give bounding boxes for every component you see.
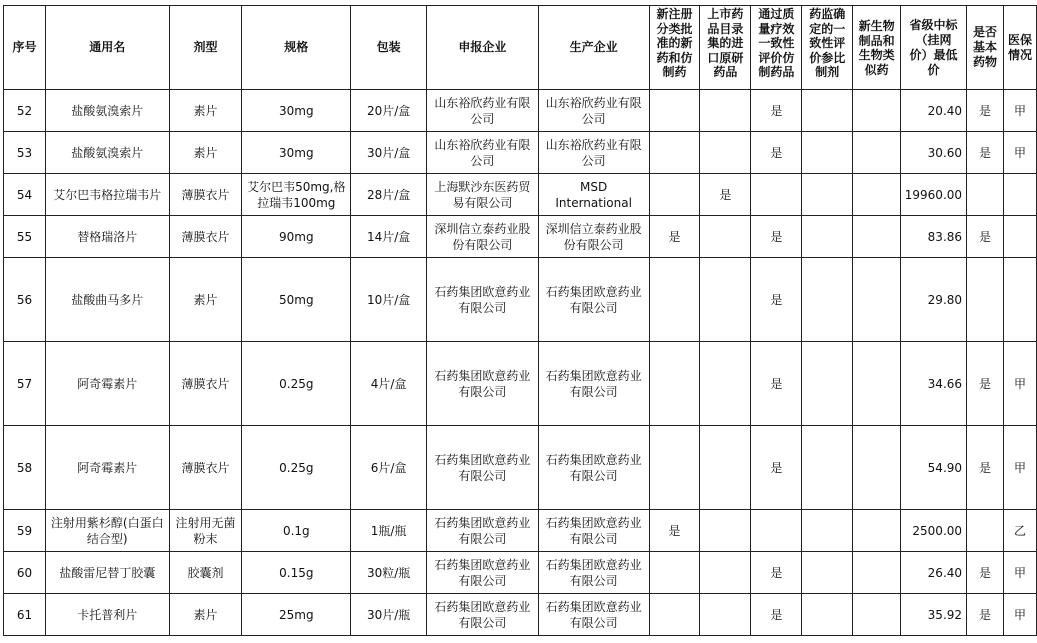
table-row (4, 510, 1037, 552)
consistency-flag: 是 (751, 216, 802, 258)
basic-drug-flag (967, 510, 1004, 552)
header-cell: 剂型 (169, 6, 242, 90)
biologic-flag (853, 594, 901, 636)
generic-name: 阿奇霉素片 (45, 426, 169, 510)
manufacturer: 山东裕欣药业有限公司 (538, 90, 649, 132)
reference-flag (802, 510, 853, 552)
reference-flag (802, 174, 853, 216)
generic-name: 卡托普利片 (45, 594, 169, 636)
consistency-flag: 是 (751, 132, 802, 174)
row-number: 59 (4, 510, 46, 552)
row-number: 57 (4, 342, 46, 426)
lowest-price: 20.40 (901, 90, 967, 132)
generic-name: 盐酸雷尼替丁胶囊 (45, 552, 169, 594)
applicant-company: 山东裕欣药业有限公司 (427, 132, 539, 174)
reference-flag (802, 216, 853, 258)
header-cell: 通过质量疗效一致性评价仿制药品 (751, 6, 802, 90)
table-row (4, 216, 1037, 258)
basic-drug-flag: 是 (967, 216, 1004, 258)
specification: 艾尔巴韦50mg,格拉瑞韦100mg (242, 174, 351, 216)
manufacturer: MSD International (538, 174, 649, 216)
header-cell: 包装 (351, 6, 427, 90)
new-drug-flag (649, 258, 700, 342)
specification: 30mg (242, 90, 351, 132)
basic-drug-flag: 是 (967, 90, 1004, 132)
header-cell: 省级中标（挂网价）最低价 (901, 6, 967, 90)
manufacturer: 石药集团欧意药业有限公司 (538, 258, 649, 342)
import-original-flag (700, 216, 751, 258)
table-row (4, 258, 1037, 342)
specification: 0.25g (242, 342, 351, 426)
applicant-company: 石药集团欧意药业有限公司 (427, 342, 539, 426)
header-cell: 新生物制品和生物类似药 (853, 6, 901, 90)
manufacturer: 石药集团欧意药业有限公司 (538, 552, 649, 594)
lowest-price: 54.90 (901, 426, 967, 510)
insurance-class: 甲 (1003, 426, 1036, 510)
reference-flag (802, 342, 853, 426)
generic-name: 替格瑞洛片 (45, 216, 169, 258)
reference-flag (802, 132, 853, 174)
insurance-class: 甲 (1003, 342, 1036, 426)
dosage-form: 注射用无菌粉末 (169, 510, 242, 552)
biologic-flag (853, 90, 901, 132)
table-row (4, 132, 1037, 174)
applicant-company: 石药集团欧意药业有限公司 (427, 594, 539, 636)
basic-drug-flag (967, 258, 1004, 342)
manufacturer: 石药集团欧意药业有限公司 (538, 342, 649, 426)
biologic-flag (853, 342, 901, 426)
new-drug-flag (649, 132, 700, 174)
lowest-price: 30.60 (901, 132, 967, 174)
applicant-company: 石药集团欧意药业有限公司 (427, 552, 539, 594)
new-drug-flag (649, 90, 700, 132)
insurance-class (1003, 258, 1036, 342)
new-drug-flag (649, 426, 700, 510)
consistency-flag: 是 (751, 342, 802, 426)
insurance-class (1003, 174, 1036, 216)
lowest-price: 29.80 (901, 258, 967, 342)
packaging: 20片/盒 (351, 90, 427, 132)
biologic-flag (853, 552, 901, 594)
reference-flag (802, 426, 853, 510)
header-cell: 上市药品目录集的进口原研药品 (700, 6, 751, 90)
insurance-class: 乙 (1003, 510, 1036, 552)
row-number: 53 (4, 132, 46, 174)
manufacturer: 石药集团欧意药业有限公司 (538, 594, 649, 636)
basic-drug-flag: 是 (967, 426, 1004, 510)
table-row (4, 90, 1037, 132)
row-number: 60 (4, 552, 46, 594)
new-drug-flag (649, 342, 700, 426)
header-cell: 生产企业 (538, 6, 649, 90)
import-original-flag (700, 552, 751, 594)
table-row (4, 594, 1037, 636)
specification: 0.25g (242, 426, 351, 510)
basic-drug-flag (967, 174, 1004, 216)
manufacturer: 深圳信立泰药业股份有限公司 (538, 216, 649, 258)
insurance-class: 甲 (1003, 90, 1036, 132)
header-row (4, 6, 1037, 90)
packaging: 10片/盒 (351, 258, 427, 342)
header-cell: 医保情况 (1003, 6, 1036, 90)
header-cell: 申报企业 (427, 6, 539, 90)
specification: 0.1g (242, 510, 351, 552)
lowest-price: 34.66 (901, 342, 967, 426)
biologic-flag (853, 132, 901, 174)
new-drug-flag (649, 594, 700, 636)
basic-drug-flag: 是 (967, 342, 1004, 426)
dosage-form: 薄膜衣片 (169, 342, 242, 426)
dosage-form: 胶囊剂 (169, 552, 242, 594)
import-original-flag (700, 90, 751, 132)
consistency-flag (751, 510, 802, 552)
biologic-flag (853, 174, 901, 216)
applicant-company: 石药集团欧意药业有限公司 (427, 258, 539, 342)
table-row (4, 426, 1037, 510)
basic-drug-flag: 是 (967, 552, 1004, 594)
dosage-form: 素片 (169, 258, 242, 342)
packaging: 30片/瓶 (351, 594, 427, 636)
insurance-class: 甲 (1003, 552, 1036, 594)
packaging: 6片/盒 (351, 426, 427, 510)
import-original-flag (700, 258, 751, 342)
row-number: 56 (4, 258, 46, 342)
header-cell: 规格 (242, 6, 351, 90)
generic-name: 盐酸曲马多片 (45, 258, 169, 342)
dosage-form: 素片 (169, 594, 242, 636)
header-cell: 通用名 (45, 6, 169, 90)
reference-flag (802, 552, 853, 594)
consistency-flag: 是 (751, 258, 802, 342)
consistency-flag: 是 (751, 90, 802, 132)
generic-name: 艾尔巴韦格拉瑞韦片 (45, 174, 169, 216)
new-drug-flag (649, 552, 700, 594)
insurance-class: 甲 (1003, 132, 1036, 174)
header-cell: 序号 (4, 6, 46, 90)
new-drug-flag (649, 174, 700, 216)
new-drug-flag: 是 (649, 216, 700, 258)
specification: 0.15g (242, 552, 351, 594)
reference-flag (802, 258, 853, 342)
import-original-flag (700, 342, 751, 426)
dosage-form: 薄膜衣片 (169, 426, 242, 510)
row-number: 55 (4, 216, 46, 258)
biologic-flag (853, 258, 901, 342)
applicant-company: 山东裕欣药业有限公司 (427, 90, 539, 132)
table-row (4, 174, 1037, 216)
import-original-flag (700, 594, 751, 636)
insurance-class: 甲 (1003, 594, 1036, 636)
lowest-price: 83.86 (901, 216, 967, 258)
packaging: 1瓶/瓶 (351, 510, 427, 552)
reference-flag (802, 594, 853, 636)
specification: 90mg (242, 216, 351, 258)
import-original-flag (700, 510, 751, 552)
import-original-flag (700, 132, 751, 174)
table-row (4, 342, 1037, 426)
packaging: 30粒/瓶 (351, 552, 427, 594)
packaging: 4片/盒 (351, 342, 427, 426)
manufacturer: 石药集团欧意药业有限公司 (538, 426, 649, 510)
lowest-price: 26.40 (901, 552, 967, 594)
generic-name: 盐酸氨溴索片 (45, 132, 169, 174)
packaging: 14片/盒 (351, 216, 427, 258)
table-row (4, 552, 1037, 594)
applicant-company: 石药集团欧意药业有限公司 (427, 426, 539, 510)
biologic-flag (853, 426, 901, 510)
dosage-form: 素片 (169, 132, 242, 174)
lowest-price: 19960.00 (901, 174, 967, 216)
lowest-price: 35.92 (901, 594, 967, 636)
consistency-flag: 是 (751, 552, 802, 594)
row-number: 58 (4, 426, 46, 510)
applicant-company: 深圳信立泰药业股份有限公司 (427, 216, 539, 258)
header-cell: 新注册分类批准的新药和仿制药 (649, 6, 700, 90)
biologic-flag (853, 510, 901, 552)
import-original-flag (700, 426, 751, 510)
reference-flag (802, 90, 853, 132)
header-cell: 药监确定的一致性评价参比制剂 (802, 6, 853, 90)
new-drug-flag: 是 (649, 510, 700, 552)
biologic-flag (853, 216, 901, 258)
row-number: 52 (4, 90, 46, 132)
dosage-form: 薄膜衣片 (169, 174, 242, 216)
consistency-flag: 是 (751, 594, 802, 636)
applicant-company: 上海默沙东医药贸易有限公司 (427, 174, 539, 216)
lowest-price: 2500.00 (901, 510, 967, 552)
specification: 30mg (242, 132, 351, 174)
specification: 50mg (242, 258, 351, 342)
manufacturer: 山东裕欣药业有限公司 (538, 132, 649, 174)
basic-drug-flag: 是 (967, 594, 1004, 636)
specification: 25mg (242, 594, 351, 636)
manufacturer: 石药集团欧意药业有限公司 (538, 510, 649, 552)
packaging: 30片/盒 (351, 132, 427, 174)
header-cell: 是否基本药物 (967, 6, 1004, 90)
generic-name: 阿奇霉素片 (45, 342, 169, 426)
consistency-flag: 是 (751, 426, 802, 510)
import-original-flag: 是 (700, 174, 751, 216)
generic-name: 盐酸氨溴索片 (45, 90, 169, 132)
basic-drug-flag: 是 (967, 132, 1004, 174)
consistency-flag (751, 174, 802, 216)
drug-list-table (3, 5, 1037, 636)
generic-name: 注射用紫杉醇(白蛋白结合型) (45, 510, 169, 552)
dosage-form: 素片 (169, 90, 242, 132)
applicant-company: 石药集团欧意药业有限公司 (427, 510, 539, 552)
row-number: 54 (4, 174, 46, 216)
dosage-form: 薄膜衣片 (169, 216, 242, 258)
insurance-class (1003, 216, 1036, 258)
packaging: 28片/盒 (351, 174, 427, 216)
row-number: 61 (4, 594, 46, 636)
